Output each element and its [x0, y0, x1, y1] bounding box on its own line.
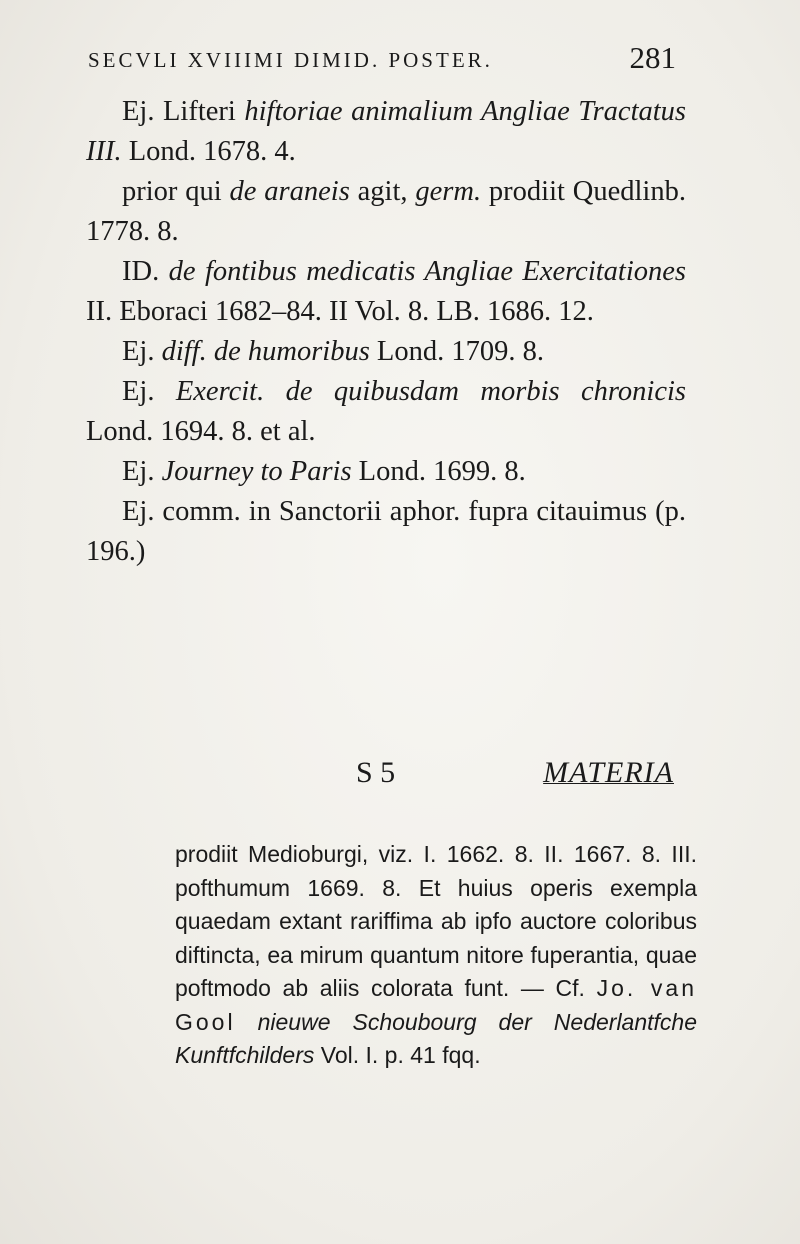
entry-text: ID. [122, 256, 169, 287]
entry-text: Lond. 1699. 8. [351, 456, 526, 487]
entry-title-italic: de araneis [229, 176, 350, 207]
running-head-title: SECVLI XVIIIMI DIMID. POSTER. [88, 48, 493, 72]
entry-text: II. Eboraci 1682–84. II Vol. 8. LB. 1686. 12. [86, 296, 594, 327]
entry-text: Lond. 1678. 4. [121, 136, 296, 167]
footnote-text: prodiit Medioburgi, viz. I. 1662. 8. II. 1667. 8. III. pofthumum 1669. 8. Et huius operis exempla quaedam extant rariffima ab ipfo auctore coloribus diftincta, ea mirum quantum nitore fuperantia, quae poftmodo ab aliis colorata funt. — Cf. [175, 841, 697, 1001]
entry-title-italic: Exercit. de quibusdam morbis chronicis [175, 376, 686, 407]
entry-text: Lond. 1709. 8. [369, 336, 544, 367]
bibliography-entry [86, 92, 686, 172]
entry-text: Ej. [122, 376, 176, 407]
bibliography-entry [86, 332, 686, 372]
entry-text: Ej. [122, 336, 162, 367]
entry-text: Lond. 1694. 8. et al. [86, 416, 316, 447]
entry-text: Ej. Lifteri [122, 96, 245, 127]
footnote-text: Vol. I. p. 41 fqq. [314, 1042, 481, 1068]
entry-title-italic: Journey to Paris [161, 456, 352, 487]
footnote-italic-text: nieuwe Schoubourg der Nederlantfche Kunftfchilders [175, 1008, 697, 1068]
entry-text: agit, [349, 176, 416, 207]
section-line [86, 756, 686, 804]
bibliography-entry [86, 492, 686, 572]
running-head [88, 40, 688, 80]
bibliography-entry [86, 452, 686, 492]
footnote-paragraph [175, 838, 697, 1073]
signature-mark: S 5 [356, 756, 396, 789]
footnote-text: Jo. van Gool [175, 975, 697, 1035]
catchword: MATERIA [543, 756, 674, 789]
entry-title-italic: de fontibus medicatis Angliae Exercitationes [168, 256, 686, 287]
page-number: 281 [629, 40, 676, 75]
entry-title-italic: diff. de humoribus [161, 336, 370, 367]
bibliography-entries [86, 92, 686, 572]
footnote [175, 838, 697, 1073]
bibliography-entry [86, 172, 686, 252]
entry-title-italic: germ. [415, 176, 482, 207]
bibliography-entry [86, 372, 686, 452]
entry-text: Ej. comm. in Sanctorii aphor. fupra citauimus (p. 196.) [86, 496, 686, 567]
bibliography-entry [86, 252, 686, 332]
entry-text: prior qui [122, 176, 230, 207]
entry-text: Ej. [122, 456, 162, 487]
entry-text: prodiit Quedlinb. 1778. 8. [86, 176, 686, 247]
footnote-text [236, 1009, 258, 1035]
entry-title-italic: hiftoriae animalium Angliae Tractatus III. [86, 96, 686, 167]
